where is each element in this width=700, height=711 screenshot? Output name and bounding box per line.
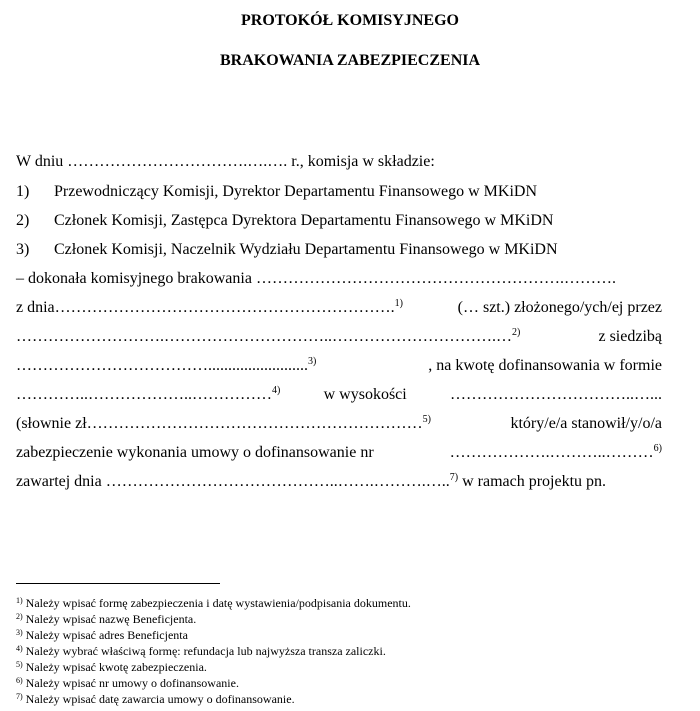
member-2 bbox=[16, 211, 662, 231]
amount-label: w wysokości bbox=[323, 386, 407, 403]
footnote-ref-2: 2) bbox=[512, 327, 521, 338]
footnote-ref-6: 6) bbox=[653, 443, 662, 454]
constituted-text: który/e/a stanowił/y/o/a bbox=[510, 415, 662, 432]
words-segment: (słownie zł………………………………………………………$^{5)}$ bbox=[16, 414, 431, 432]
contract-number-line bbox=[16, 443, 662, 463]
footnote-ref-4: 4) bbox=[272, 385, 281, 396]
member-1-text: Przewodniczący Komisji, Dyrektor Departamentu Finansowego w MKiDN bbox=[54, 183, 537, 200]
beneficiary-address-line bbox=[16, 356, 662, 376]
contract-number-segment: ……………….………..………$^{6)}$ bbox=[449, 443, 662, 461]
amount-dots: ……………………………..…... bbox=[449, 386, 662, 403]
footnote-ref-3: 3) bbox=[308, 356, 317, 367]
footnote-1: $^{1)}$ Należy wpisać formę zabezpieczenia i datę wystawienia/podpisania dokumentu. bbox=[16, 596, 411, 610]
contract-text: zabezpieczenie wykonania umowy o dofinansowanie nr bbox=[16, 444, 374, 461]
document-title-line-2: BRAKOWANIA ZABEZPIECZENIA bbox=[219, 52, 481, 69]
footnote-2: $^{2)}$ Należy wpisać nazwę Beneficjenta. bbox=[16, 612, 197, 626]
member-3-number: 3) bbox=[16, 241, 30, 258]
member-2-number: 2) bbox=[16, 212, 30, 229]
footnote-ref-7: 7) bbox=[449, 472, 459, 483]
member-1-number: 1) bbox=[16, 183, 30, 200]
funding-form-line bbox=[16, 385, 662, 405]
footnote-7: $^{7)}$ Należy wpisać datę zawarcia umowy o dofinansowanie. bbox=[16, 692, 295, 706]
footnote-5: $^{5)}$ Należy wpisać kwotę zabezpieczenia. bbox=[16, 660, 207, 674]
date-committee-line: W dniu …………………………….….…. r., komisja w składzie: bbox=[16, 153, 435, 170]
contract-date-line bbox=[16, 472, 662, 492]
member-3-text: Członek Komisji, Naczelnik Wydziału Departamentu Finansowego w MKiDN bbox=[54, 241, 558, 258]
document-title-line-1: PROTOKÓŁ KOMISYJNEGO bbox=[241, 12, 459, 29]
beneficiary-name-line bbox=[16, 327, 662, 347]
member-2-text: Członek Komisji, Zastępca Dyrektora Departamentu Finansowego w MKiDN bbox=[54, 212, 554, 229]
amount-words-line bbox=[16, 414, 662, 434]
footnote-4: $^{4)}$ Należy wybrać właściwą formę: refundacja lub najwyższa transza zaliczki. bbox=[16, 644, 386, 658]
member-3 bbox=[16, 240, 662, 260]
project-text: w ramach projektu pn. bbox=[458, 473, 607, 490]
beneficiary-name-segment: ……………………….…………………………..………………………….…$^{2)}$ bbox=[16, 327, 521, 345]
address-segment: ……………………………….........................$^{3)}$ bbox=[16, 356, 317, 374]
member-1 bbox=[16, 182, 662, 202]
footnote-6: $^{6)}$ Należy wpisać nr umowy o dofinansowanie. bbox=[16, 676, 239, 690]
funding-form-text: , na kwotę dofinansowania w formie bbox=[428, 357, 662, 374]
footnote-ref-5: 5) bbox=[422, 414, 431, 425]
contract-date-segment: zawartej dnia ……………………………………..…….……….….. bbox=[16, 473, 450, 490]
footnote-3: $^{3)}$ Należy wpisać adres Beneficjenta bbox=[16, 628, 188, 642]
date-segment: z dnia……………………………………………………….$^{1)}$ bbox=[16, 298, 403, 316]
footnote-ref-1: 1) bbox=[394, 298, 403, 309]
disposal-line: – dokonała komisyjnego brakowania ………………………………………………….………. bbox=[16, 270, 616, 287]
seat-text: z siedzibą bbox=[598, 328, 662, 345]
submitted-by-text: (… szt.) złożonego/ych/ej przez bbox=[457, 299, 662, 316]
footnote-divider bbox=[16, 583, 220, 584]
date-submitted-line bbox=[16, 298, 662, 318]
form-segment: …………..………………..……………$^{4)}$ bbox=[16, 385, 281, 403]
